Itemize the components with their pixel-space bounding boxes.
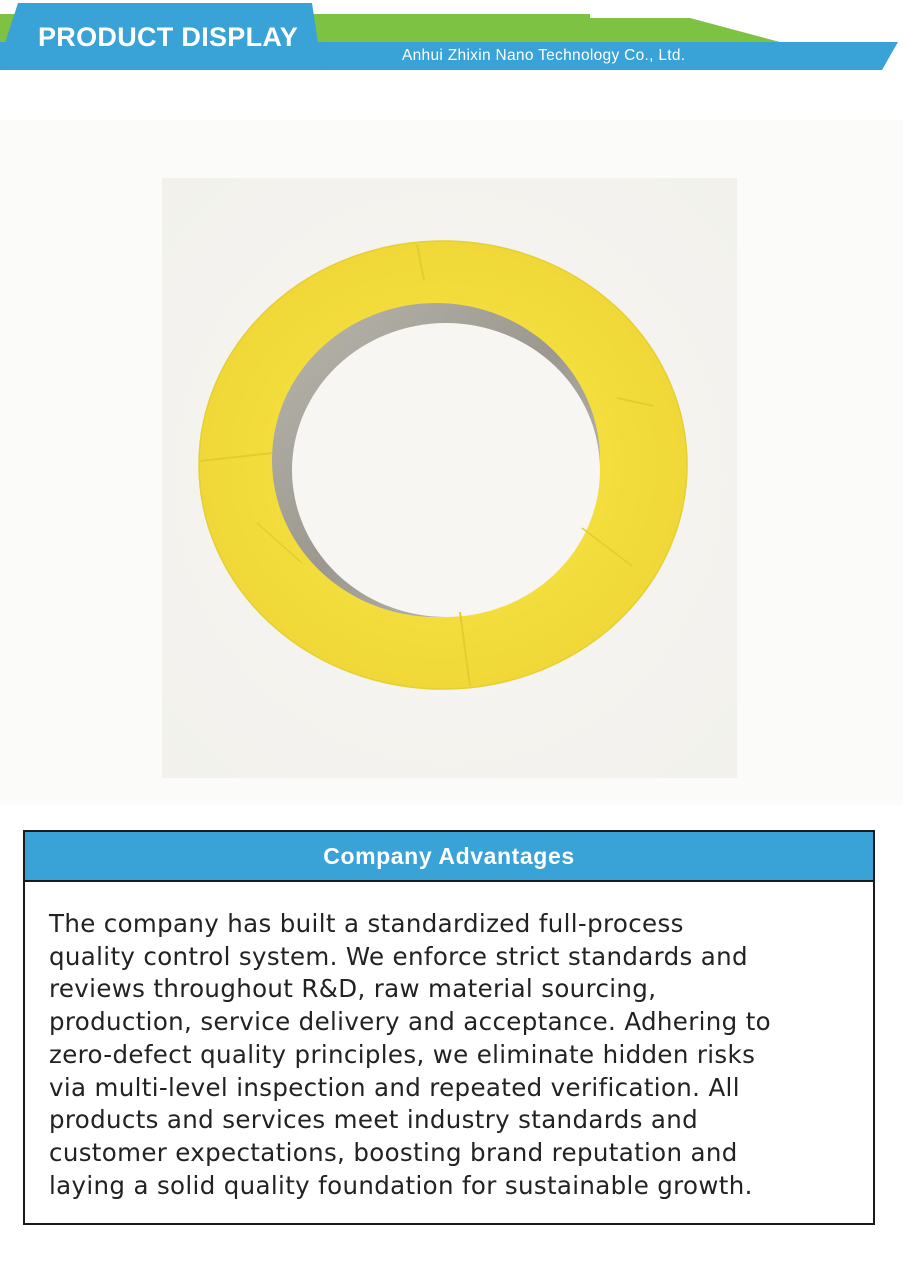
company-advantages-box <box>23 830 875 1225</box>
company-name: Anhui Zhixin Nano Technology Co., Ltd. <box>402 47 686 64</box>
header-banner <box>0 0 903 76</box>
advantages-line: quality control system. We enforce strict standards and <box>49 941 748 971</box>
advantages-title: Company Advantages <box>323 842 575 869</box>
advantages-line: via multi-level inspection and repeated verification. All <box>49 1072 740 1102</box>
advantages-line: products and services meet industry standards and <box>49 1105 698 1135</box>
yellow-ring-illustration <box>162 178 737 778</box>
advantages-line: reviews throughout R&D, raw material sourcing, <box>49 974 657 1004</box>
banner-green-taper <box>320 18 780 42</box>
advantages-line: The company has built a standardized full-process <box>49 909 684 938</box>
advantages-text <box>49 908 855 1202</box>
advantages-line: customer expectations, boosting brand reputation and <box>49 1137 738 1167</box>
product-image <box>162 178 737 778</box>
banner-title: PRODUCT DISPLAY <box>38 22 299 52</box>
advantages-line: production, service delivery and acceptance. Adhering to <box>49 1007 772 1037</box>
advantages-line: zero-defect quality principles, we eliminate hidden risks <box>49 1039 756 1069</box>
advantages-header <box>25 832 873 882</box>
advantages-line: laying a solid quality foundation for sustainable growth. <box>49 1170 753 1200</box>
